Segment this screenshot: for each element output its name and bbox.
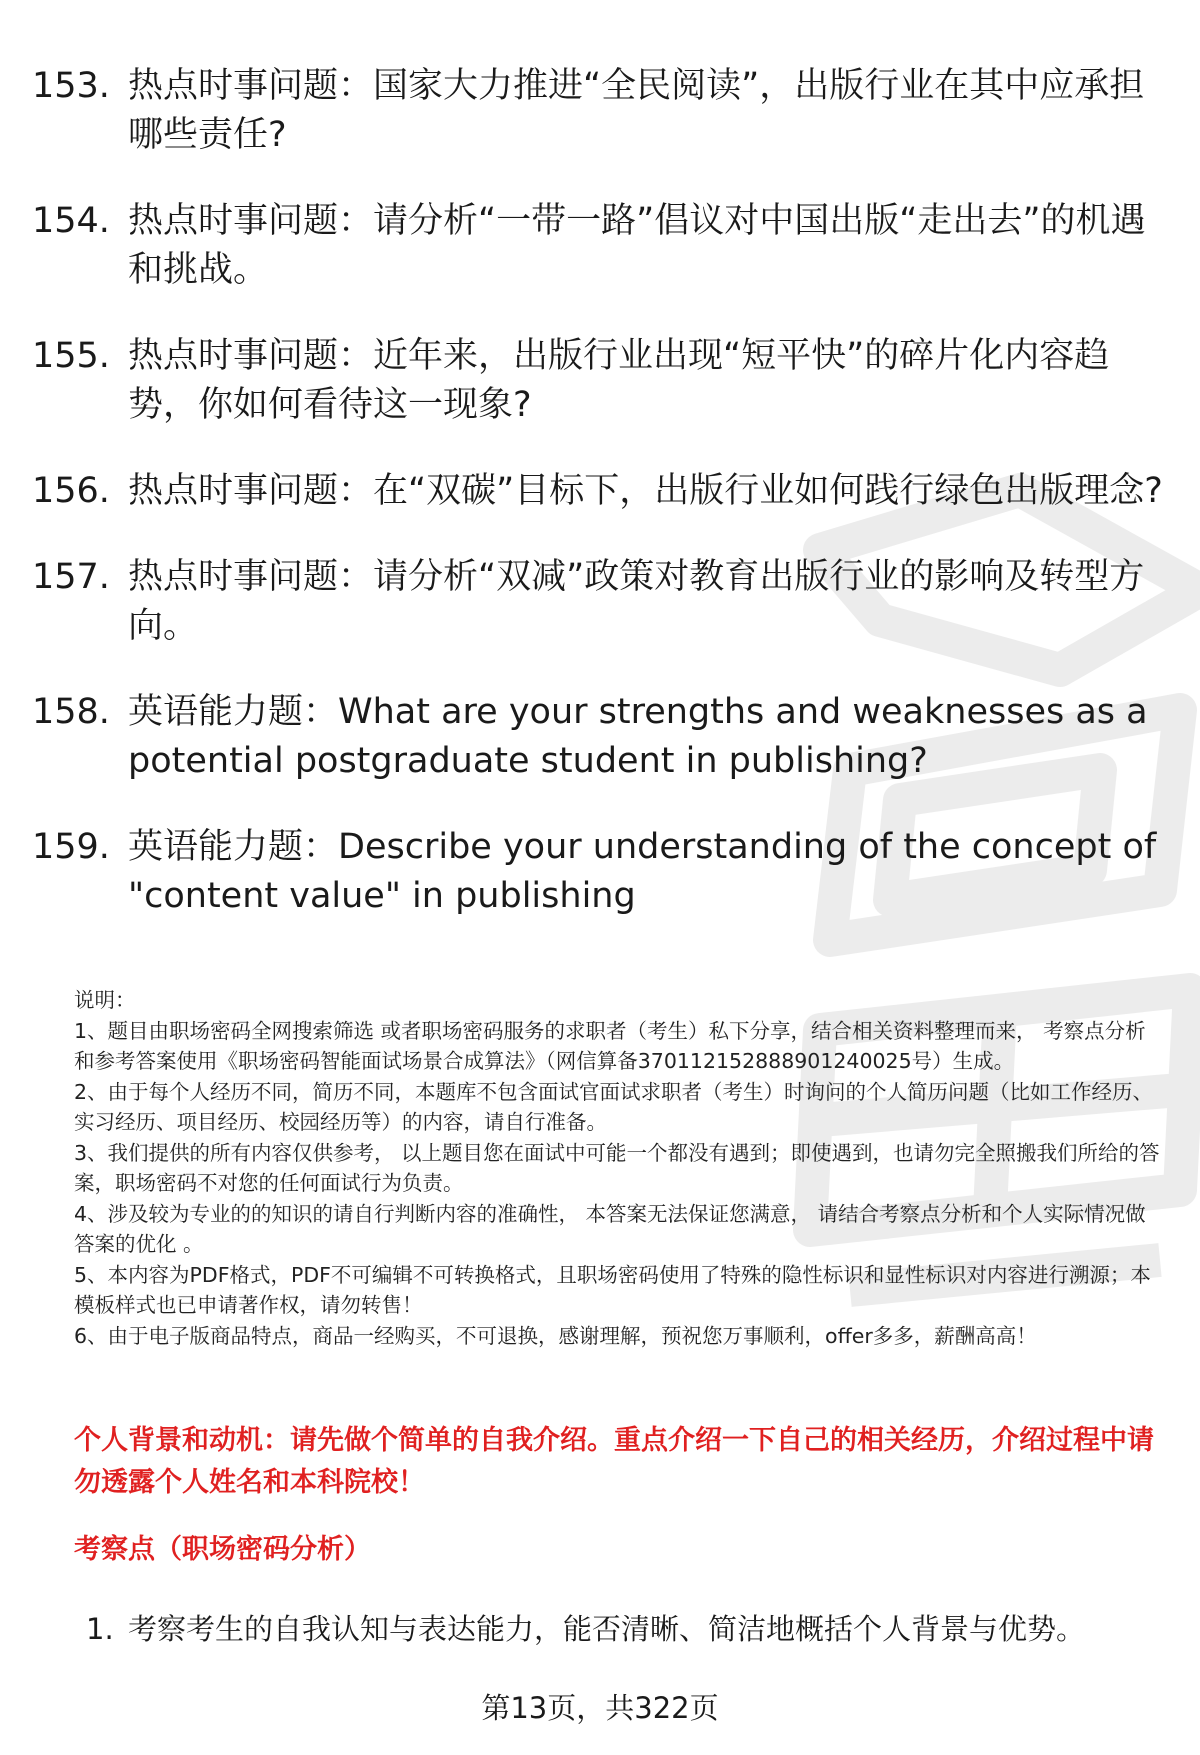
question-item (32, 332, 1172, 430)
page-number: 第13页，共322页 (481, 1691, 719, 1725)
question-number: 157. (32, 557, 110, 597)
question-number: 156. (32, 471, 110, 511)
question-text: 热点时事问题：近年来，出版行业出现“短平快”的碎片化内容趋势，你如何看待这一现象? (128, 336, 1110, 425)
notes-block (74, 985, 1164, 1351)
question-item (32, 553, 1172, 651)
question-number: 159. (32, 827, 110, 867)
question-text: 热点时事问题：请分析“一带一路”倡议对中国出版“走出去”的机遇和挑战。 (128, 201, 1146, 290)
question-text: 热点时事问题：请分析“双减”政策对教育出版行业的影响及转型方向。 (128, 557, 1145, 646)
point-text: 考察考生的自我认知与表达能力，能否清晰、简洁地概括个人背景与优势。 (128, 1612, 1086, 1646)
section-subheading: 考察点（职场密码分析） (74, 1534, 371, 1565)
question-item (32, 197, 1172, 295)
note-item: 2、由于每个人经历不同，简历不同，本题库不包含面试官面试求职者（考生）时询问的个人简历问题（比如工作经历、实习经历、项目经历、校园经历等）的内容，请自行准备。 (74, 1079, 1154, 1134)
note-item: 1、题目由职场密码全网搜索筛选 或者职场密码服务的求职者（考生）私下分享，结合相关资料整理而来， 考察点分析和参考答案使用《职场密码智能面试场景合成算法》（网信算备370112152888901240025号）生成。 (74, 1018, 1146, 1073)
question-number: 153. (32, 66, 110, 106)
question-text: 热点时事问题：在“双碳”目标下，出版行业如何践行绿色出版理念? (128, 471, 1163, 511)
note-item: 4、涉及较为专业的的知识的请自行判断内容的准确性， 本答案无法保证您满意， 请结合考察点分析和个人实际情况做答案的优化 。 (74, 1201, 1146, 1256)
point-number: 1. (86, 1612, 114, 1646)
question-number: 154. (32, 201, 110, 241)
analysis-point (86, 1608, 1176, 1650)
section-heading: 个人背景和动机：请先做个简单的自我介绍。重点介绍一下自己的相关经历，介绍过程中请勿透露个人姓名和本科院校！ (74, 1425, 1154, 1498)
note-item: 5、本内容为PDF格式，PDF不可编辑不可转换格式，且职场密码使用了特殊的隐性标识和显性标识对内容进行溯源；本模板样式也已申请著作权，请勿转售！ (74, 1262, 1151, 1317)
question-text: 英语能力题：What are your strengths and weaknesses as a potential postgraduate student in publishing? (128, 692, 1148, 781)
question-text: 英语能力题：Describe your understanding of the concept of "content value" in publishing (128, 827, 1157, 916)
question-list (32, 62, 1172, 958)
question-text: 热点时事问题：国家大力推进“全民阅读”，出版行业在其中应承担哪些责任? (128, 66, 1145, 155)
notes-title: 说明： (74, 988, 136, 1012)
question-item (32, 62, 1172, 160)
note-item: 6、由于电子版商品特点，商品一经购买，不可退换，感谢理解，预祝您万事顺利，offer多多，薪酬高高！ (74, 1323, 1037, 1348)
note-item: 3、我们提供的所有内容仅供参考， 以上题目您在面试中可能一个都没有遇到；即使遇到，也请勿完全照搬我们所给的答案，职场密码不对您的任何面试行为负责。 (74, 1140, 1160, 1195)
question-number: 158. (32, 692, 110, 732)
question-item (32, 823, 1172, 921)
question-number: 155. (32, 336, 110, 376)
question-item (32, 467, 1172, 516)
question-item (32, 688, 1172, 786)
